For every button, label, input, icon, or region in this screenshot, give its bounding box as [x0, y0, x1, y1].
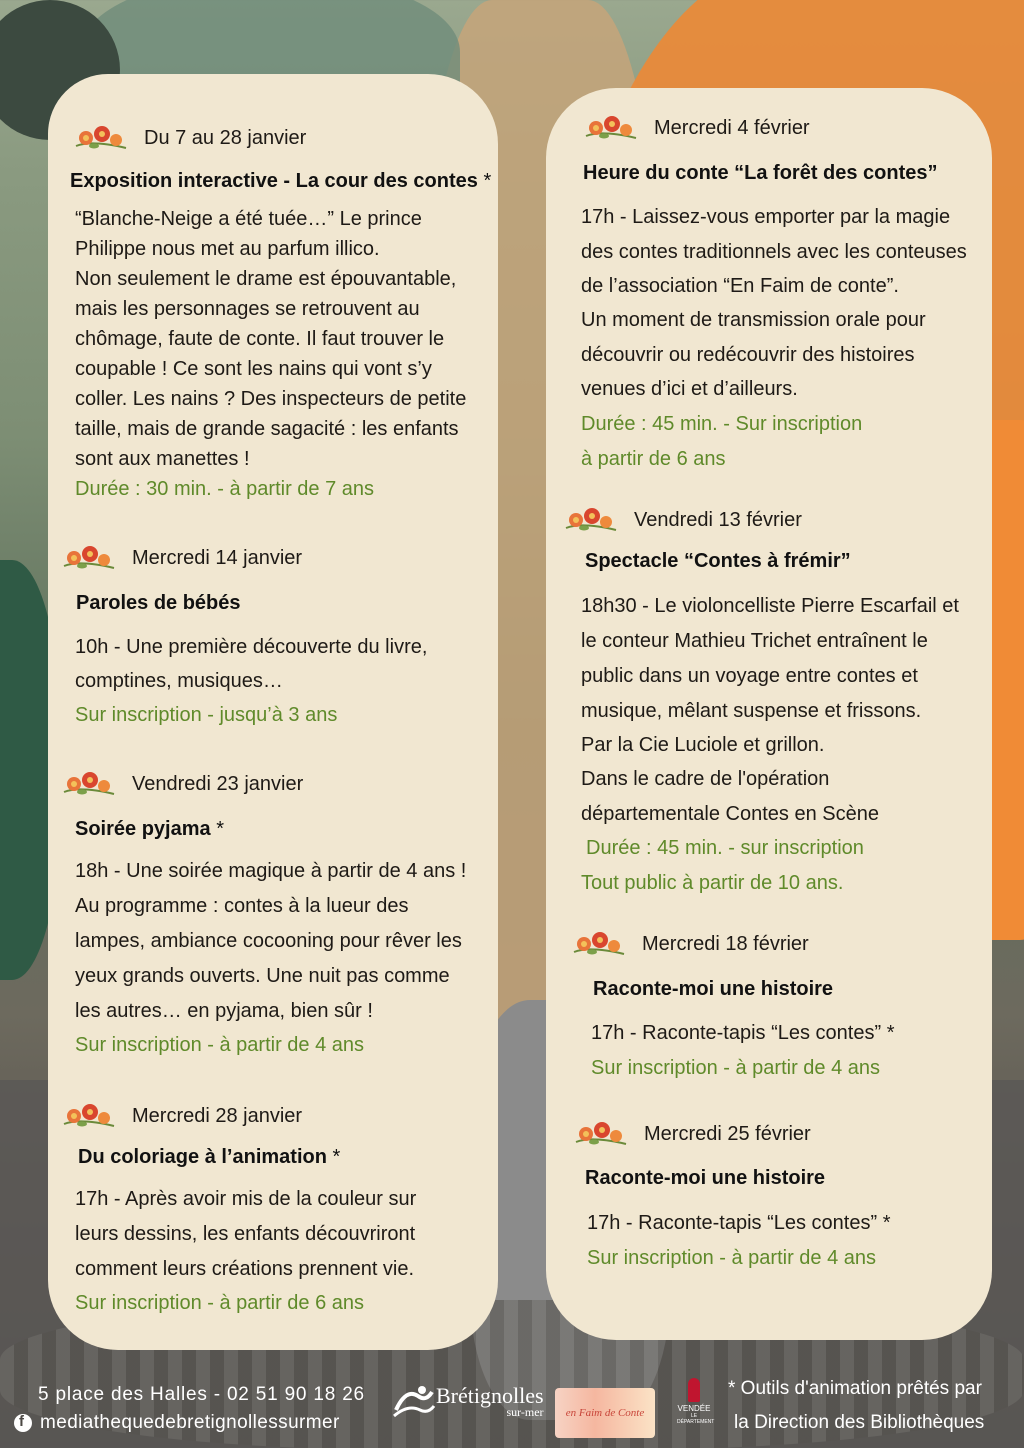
footnote-line: * Outils d'animation prêtés par [728, 1378, 982, 1399]
event-text-line: musique, mêlant suspense et frissons. [581, 700, 922, 722]
event-text-line: Au programme : contes à la lueur des [75, 895, 409, 917]
event-date-row [72, 122, 306, 154]
event-info: Tout public à partir de 10 ans. [581, 872, 844, 894]
event-text-line: Par la Cie Luciole et grillon. [581, 734, 825, 756]
flower-icon [72, 122, 130, 154]
event-info: Durée : 30 min. - à partir de 7 ans [75, 478, 375, 500]
flower-icon [570, 928, 628, 960]
bretignolles-logo [392, 1382, 544, 1422]
flower-icon [572, 1118, 630, 1150]
library-address: 5 place des Halles - 02 51 90 18 26 [38, 1384, 365, 1405]
facebook-handle: mediathequedebretignollessurmer [40, 1412, 340, 1433]
event-text-line: Dans le cadre de l'opération [581, 768, 830, 790]
event-title [70, 170, 491, 193]
vendee-label: VENDÉE [677, 1404, 711, 1413]
event-text-line: venues d’ici et d’ailleurs. [581, 378, 798, 400]
vendee-sub-label: LE DÉPARTEMENT [677, 1413, 715, 1425]
footnote-line: la Direction des Bibliothèques [734, 1412, 985, 1433]
event-title: Raconte-moi une histoire [585, 1167, 826, 1189]
event-info: Sur inscription - à partir de 4 ans [587, 1247, 877, 1269]
event-date: Mercredi 28 janvier [132, 1104, 303, 1127]
event-title-text: Du coloriage à l’animation [78, 1146, 327, 1168]
facebook-icon [14, 1414, 32, 1432]
event-text-line: coupable ! Ce sont les nains qui vont s’y [75, 358, 432, 380]
event-text-line: Un moment de transmission orale pour [581, 309, 926, 331]
flower-icon [582, 112, 640, 144]
event-text-line: découvrir ou redécouvrir des histoires [581, 344, 915, 366]
event-title-text: Soirée pyjama [75, 818, 211, 840]
event-date: Mercredi 14 janvier [132, 546, 303, 569]
event-text-line: 17h - Laissez-vous emporter par la magie [581, 206, 951, 228]
event-text-line: Non seulement le drame est épouvantable, [75, 268, 457, 290]
flower-icon [60, 542, 118, 574]
event-title: Heure du conte “La forêt des contes” [583, 162, 938, 184]
event-text-line: “Blanche-Neige a été tuée…” Le prince [75, 208, 422, 230]
asterisk-mark: * [216, 818, 224, 840]
event-info: Durée : 45 min. - sur inscription [586, 837, 864, 859]
event-text-line: départementale Contes en Scène [581, 803, 879, 825]
event-date: Mercredi 4 février [654, 116, 810, 139]
event-title [78, 1146, 340, 1169]
event-title: Spectacle “Contes à frémir” [585, 550, 851, 572]
event-date: Vendredi 23 janvier [132, 772, 304, 795]
event-text-line: mais les personnages se retrouvent au [75, 298, 420, 320]
facebook-link[interactable] [14, 1412, 340, 1434]
flower-icon [60, 768, 118, 800]
event-info: Sur inscription - à partir de 6 ans [75, 1292, 365, 1314]
event-text-line: chômage, faute de conte. Il faut trouver le [75, 328, 445, 350]
event-text-line: coller. Les nains ? Des inspecteurs de petite [75, 388, 467, 410]
event-text-line: yeux grands ouverts. Une nuit pas comme [75, 965, 450, 987]
event-text-line: lampes, ambiance cocooning pour rêver les [75, 930, 462, 952]
event-info: Sur inscription - à partir de 4 ans [75, 1034, 365, 1056]
event-info: Sur inscription - à partir de 4 ans [591, 1057, 881, 1079]
event-info: à partir de 6 ans [581, 448, 726, 470]
event-text-line: 17h - Raconte-tapis “Les contes” * [587, 1212, 891, 1234]
program-card-right [546, 88, 992, 1340]
event-text-line: le conteur Mathieu Trichet entraînent le [581, 630, 928, 652]
event-text-line: 18h - Une soirée magique à partir de 4 ans ! [75, 860, 467, 882]
asterisk-mark: * [332, 1146, 341, 1168]
event-text-line: les autres… en pyjama, bien sûr ! [75, 1000, 373, 1022]
event-text-line: comment leurs créations prennent vie. [75, 1258, 415, 1280]
event-date-row [60, 542, 302, 574]
event-title: Raconte-moi une histoire [593, 978, 834, 1000]
event-date-row [562, 504, 802, 536]
asterisk-mark: * [483, 170, 492, 192]
event-text-line: 17h - Après avoir mis de la couleur sur [75, 1188, 417, 1210]
program-card-left [48, 74, 498, 1350]
event-date: Mercredi 18 février [642, 932, 809, 955]
flower-icon [562, 504, 620, 536]
en-faim-de-conte-text: en Faim de Conte [565, 1407, 645, 1419]
event-text-line: comptines, musiques… [75, 670, 283, 692]
event-text-line: 17h - Raconte-tapis “Les contes” * [591, 1022, 895, 1044]
event-text-line: 10h - Une première découverte du livre, [75, 636, 428, 658]
bretignolles-name: Brétignolles [436, 1383, 544, 1408]
flower-icon [60, 1100, 118, 1132]
event-info: Durée : 45 min. - Sur inscription [581, 413, 863, 435]
bretignolles-mark-icon [392, 1382, 436, 1422]
event-text-line: taille, mais de grande sagacité : les enfants [75, 418, 459, 440]
event-date-row [60, 1100, 302, 1132]
event-title: Paroles de bébés [76, 592, 241, 614]
vendee-heart-icon [688, 1378, 700, 1402]
en-faim-de-conte-logo [555, 1388, 655, 1438]
event-date-row [60, 768, 303, 800]
event-text-line: public dans un voyage entre contes et [581, 665, 918, 687]
event-info: Sur inscription - jusqu’à 3 ans [75, 704, 338, 726]
event-text-line: des contes traditionnels avec les conteuses [581, 241, 967, 263]
event-text-line: 18h30 - Le violoncelliste Pierre Escarfail et [581, 595, 959, 617]
event-date-row [572, 1118, 811, 1150]
bretignolles-sub: sur-mer [506, 1405, 544, 1419]
event-text-line: leurs dessins, les enfants découvriront [75, 1223, 416, 1245]
event-title [75, 818, 224, 841]
event-date: Du 7 au 28 janvier [144, 126, 307, 149]
event-text-line: Philippe nous met au parfum illico. [75, 238, 380, 260]
event-title-text: Exposition interactive - La cour des contes [70, 170, 478, 192]
event-text-line: de l’association “En Faim de conte”. [581, 275, 899, 297]
vendee-logo [677, 1378, 715, 1434]
event-date-row [570, 928, 809, 960]
event-text-line: sont aux manettes ! [75, 448, 250, 470]
event-date: Mercredi 25 février [644, 1122, 811, 1145]
event-date: Vendredi 13 février [634, 508, 802, 531]
event-date-row [582, 112, 810, 144]
